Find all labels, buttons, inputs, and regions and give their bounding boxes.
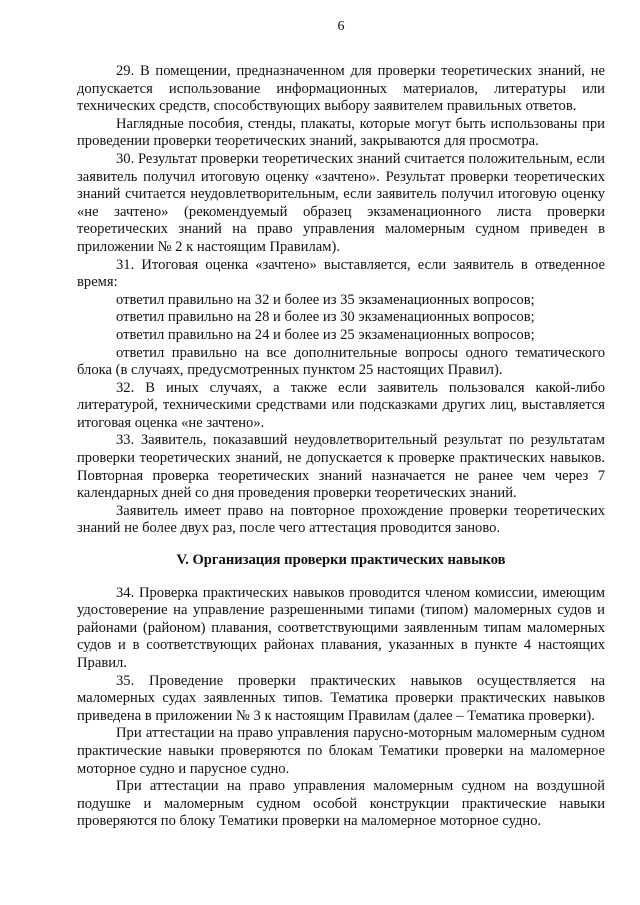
- paragraph-30: 30. Результат проверки теоретических знаний считается положительным, если заявитель получил итоговую оценку «зачтено». Результат проверки теоретических знаний считается неудовлетворительным, если заявитель получил итоговую оценку «не зачтено» (рекомендуемый образец экзаменационного листа проверки теоретических знаний на право управления маломерным судном приведен в приложении № 2 к настоящим Правилам).: [77, 150, 605, 255]
- paragraph-hovercraft: При аттестации на право управления маломерным судном на воздушной подушке и маломерным судном особой конструкции практические навыки проверяются по блоку Тематики проверки на маломерное моторное судно.: [77, 778, 605, 830]
- list-item-25-questions: ответил правильно на 24 и более из 25 экзаменационных вопросов;: [116, 326, 535, 343]
- list-item-30-questions: ответил правильно на 28 и более из 30 экзаменационных вопросов;: [116, 309, 535, 326]
- paragraph-32: 32. В иных случаях, а также если заявитель пользовался какой-либо литературой, техническими средствами или подсказками других лиц, выставляется итоговая оценка «не зачтено».: [77, 379, 605, 431]
- paragraph-31: 31. Итоговая оценка «зачтено» выставляется, если заявитель в отведенное время:: [77, 256, 605, 291]
- paragraph-29: 29. В помещении, предназначенном для проверки теоретических знаний, не допускается использование информационных материалов, литературы или технических средств, способствующих выбору заявителем правильных ответов.: [77, 63, 605, 115]
- paragraph-retake-right: Заявитель имеет право на повторное прохождение проверки теоретических знаний не более двух раз, после чего аттестация проводится заново.: [77, 502, 605, 537]
- page-number: 6: [337, 19, 345, 34]
- paragraph-34: 34. Проверка практических навыков проводится членом комиссии, имеющим удостоверение на управление разрешенными типами (типом) маломерных судов и районами (районом) плавания, соответствующими заявленным типам маломерных судов и в соответствующих районах плавания, указанных в пункте 4 настоящих Правил.: [77, 584, 605, 671]
- document-body: [77, 63, 605, 831]
- section-heading: V. Организация проверки практических навыков: [176, 552, 506, 569]
- list-item-additional-questions: ответил правильно на все дополнительные вопросы одного тематического блока (в случаях, предусмотренных пунктом 25 настоящих Правил).: [77, 344, 605, 379]
- paragraph-visual-aids: Наглядные пособия, стенды, плакаты, которые могут быть использованы при проведении проверки теоретических знаний, закрываются для просмотра.: [77, 115, 605, 150]
- paragraph-35: 35. Проведение проверки практических навыков осуществляется на маломерных судах заявленных типов. Тематика проверки практических навыков приведена в приложении № 3 к настоящим Правилам (далее – Тематика проверки).: [77, 672, 605, 724]
- list-item-35-questions: ответил правильно на 32 и более из 35 экзаменационных вопросов;: [116, 291, 535, 308]
- paragraph-sail-motor: При аттестации на право управления парусно-моторным маломерным судном практические навыки проверяются по блокам Тематики проверки на маломерное моторное судно и парусное судно.: [77, 725, 605, 777]
- paragraph-33: 33. Заявитель, показавший неудовлетворительный результат по результатам проверки теоретических знаний, не допускается к проверке практических навыков. Повторная проверка теоретических знаний назначается не ранее чем через 7 календарных дней со дня проведения проверки теоретических знаний.: [77, 432, 605, 502]
